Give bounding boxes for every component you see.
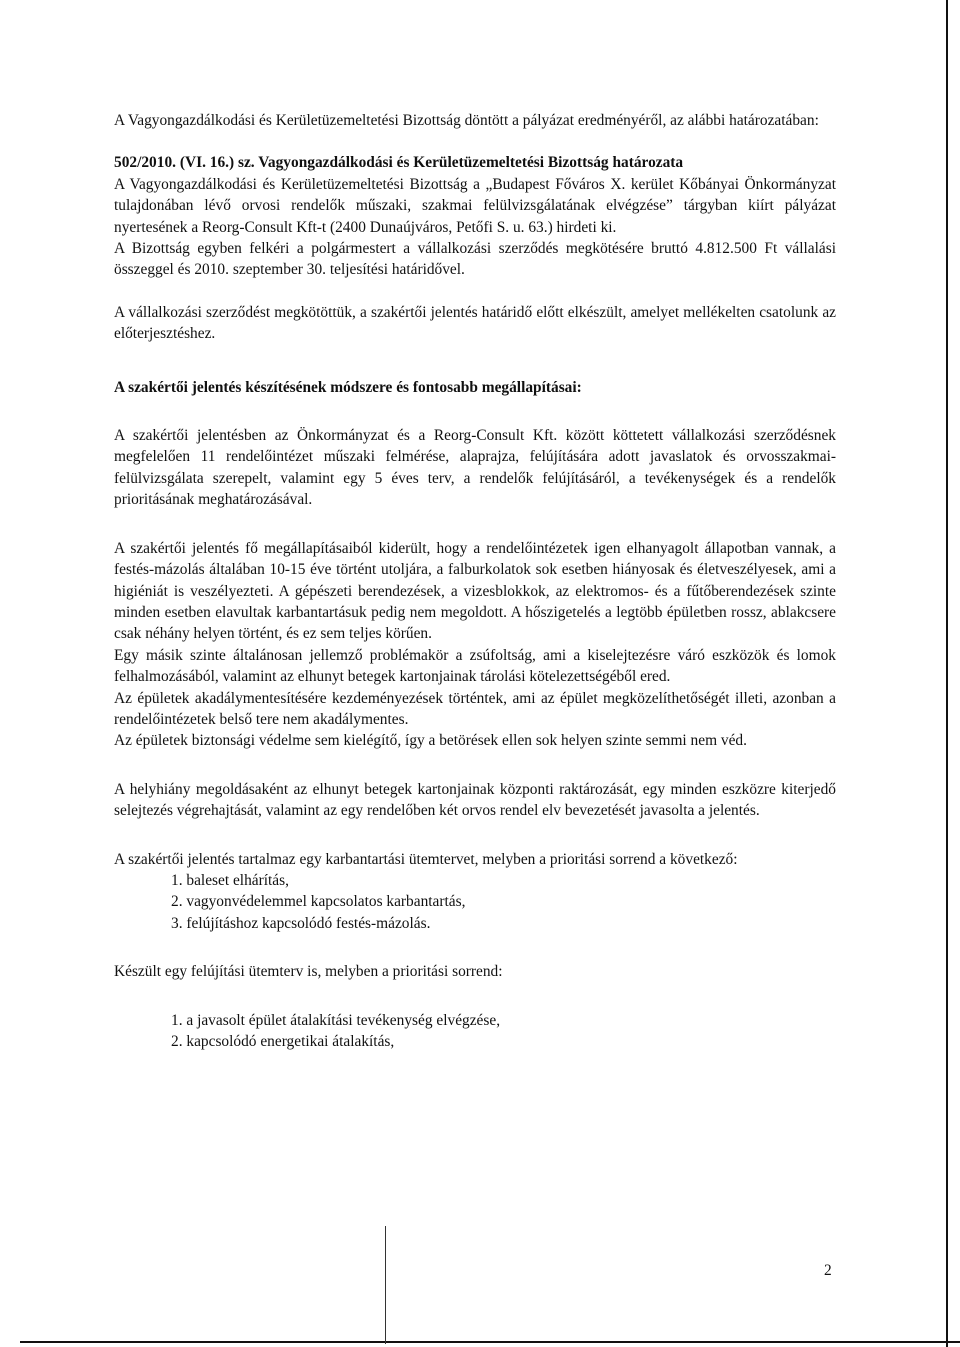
document-body bbox=[114, 110, 836, 1052]
method-paragraph: A szakértői jelentésben az Önkormányzat és a Reorg-Consult Kft. között köttetett vállalkozási szerződésnek megfelelően 11 rendelőintézet műszaki felmérése, alaprajza, felújítására adott javaslatok és orvosszakmai-felülvizsgálata szerepelt, valamint egy 5 éves terv, a rendelők felújításáról, a tevékenységek és a rendelők prioritásának meghatározásával. bbox=[114, 427, 836, 509]
scan-border-bottom bbox=[20, 1341, 960, 1343]
finding-paragraph-1: A szakértői jelentés fő megállapításaiból kiderült, hogy a rendelőintézetek igen elhanyagolt állapotban vannak, a festés-mázolás általában 10-15 éve történt utoljára, a falburkolatok sok esetben hiányosak és életveszélyesek, ami a higiéniát is veszélyezteti. A gépészeti berendezések, a vizesblokkok, az elektromos- és a fűtőberendezések szinte minden esetben elavultak karbantartásuk pedig nem megoldott. A hőszigetelés a legtöbb épületben rossz, ablakcsere csak néhány helyen történt, és ez sem teljes körűen. bbox=[114, 539, 836, 643]
finding-paragraph-2: Egy másik szinte általánosan jellemző problémakör a zsúfoltság, ami a kiselejtezésre váró eszközök és lomok felhalmozásából, valamint az elhunyt betegek kartonjainak tárolási kötelezettségéből ered. bbox=[114, 646, 836, 686]
scan-border-right bbox=[946, 0, 948, 1347]
resolution-request: A Bizottság egyben felkéri a polgármestert a vállalkozási szerződés megkötésére bruttó 4.812.500 Ft vállalási összeggel és 2010. szeptember 30. teljesítési határidővel. bbox=[114, 240, 836, 279]
renovation-intro: Készült egy felújítási ütemterv is, melyben a prioritási sorrend: bbox=[114, 963, 503, 981]
page-number: 2 bbox=[824, 1262, 832, 1279]
list-item: 3. felújításhoz kapcsolódó festés-mázolás. bbox=[171, 914, 431, 932]
maintenance-priority-list bbox=[114, 870, 836, 934]
intro-paragraph: A Vagyongazdálkodási és Kerületüzemeltetési Bizottság döntött a pályázat eredményéről, az alábbi határozatában: bbox=[114, 112, 819, 129]
renovation-priority-list bbox=[114, 1010, 836, 1053]
list-item: 1. baleset elhárítás, bbox=[171, 871, 289, 889]
section-heading: A szakértői jelentés készítésének módszere és fontosabb megállapításai: bbox=[114, 378, 582, 396]
contract-note: A vállalkozási szerződést megkötöttük, a szakértői jelentés határidő előtt elkészült, amelyet mellékelten csatolunk az előterjesztéshez. bbox=[114, 303, 836, 343]
list-item: 1. a javasolt épület átalakítási tevékenység elvégzése, bbox=[171, 1011, 501, 1029]
finding-paragraph-3: Az épületek akadálymentesítésére kezdeményezések történtek, ami az épület megközelíthetőségét illeti, azonban a rendelőintézetek belső tere nem akadálymentes. bbox=[114, 689, 836, 728]
scan-artifact-line bbox=[385, 1226, 386, 1344]
maintenance-intro: A szakértői jelentés tartalmaz egy karbantartási ütemtervet, melyben a prioritási sorrend a következő: bbox=[114, 850, 738, 868]
finding-paragraph-4: Az épületek biztonsági védelme sem kielégítő, így a betörések ellen sok helyen szinte semmi nem véd. bbox=[114, 732, 747, 750]
resolution-text: A Vagyongazdálkodási és Kerületüzemeltetési Bizottság a „Budapest Főváros X. kerület Kőbányai Önkormányzat tulajdonában lévő orvosi rendelők műszaki, szakmai felülvizsgálatának elvégzése” tárgyban kiírt pályázat nyertesének a Reorg-Consult Kft-t (2400 Dunaújváros, Petőfi S. u. 63.) hirdeti ki. bbox=[114, 175, 836, 236]
space-paragraph: A helyhiány megoldásaként az elhunyt betegek kartonjainak központi raktározását, egy minden eszközre kiterjedő selejtezés végrehajtását, valamint az egy rendelőben két orvos rendel elv bevezetését javasolta a jelentés. bbox=[114, 780, 836, 820]
resolution-heading: 502/2010. (VI. 16.) sz. Vagyongazdálkodási és Kerületüzemeltetési Bizottság határozata bbox=[114, 154, 684, 172]
list-item: 2. kapcsolódó energetikai átalakítás, bbox=[171, 1033, 395, 1050]
list-item: 2. vagyonvédelemmel kapcsolatos karbantartás, bbox=[171, 893, 466, 911]
